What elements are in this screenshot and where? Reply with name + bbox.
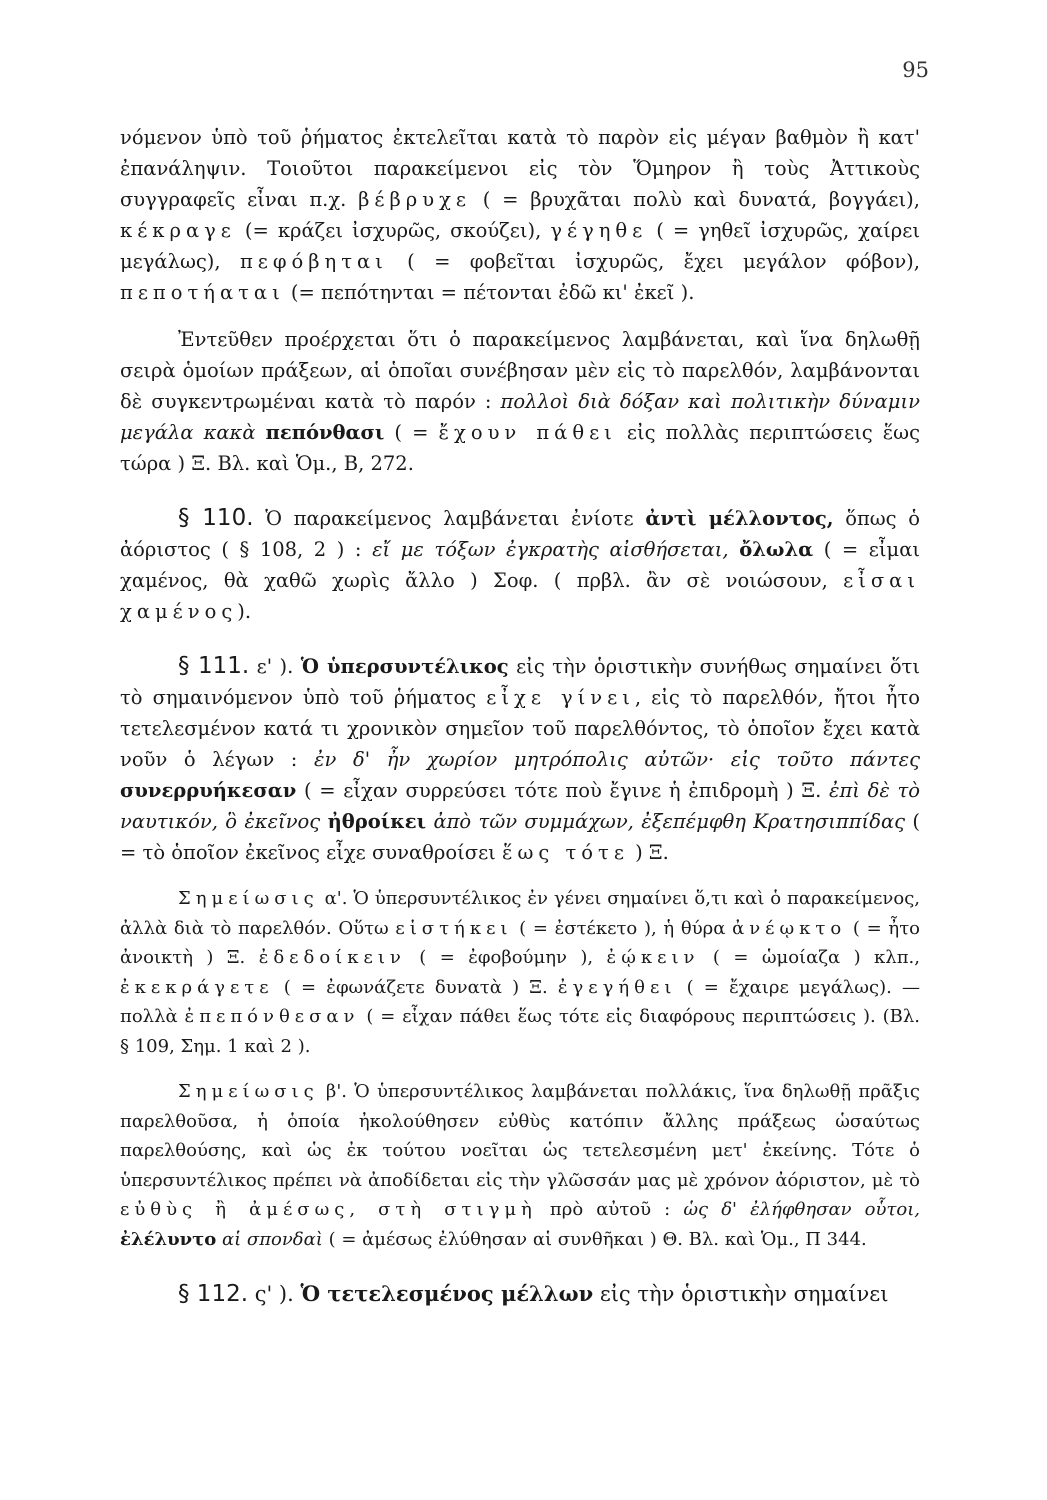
text-run-spaced: ἐπεπόνθεσαν: [184, 1006, 360, 1027]
text-run-ital: εἴ με τόξων ἐγκρατὴς αἰσθήσεται,: [372, 538, 729, 561]
text-run-bold-greek: συνερρυήκεσαν: [120, 779, 297, 802]
text-run: , εἰς τὸ παρελθόν, ἤτοι ἦτο τετελεσμένον κατά τι χρονικὸν σημεῖον τοῦ παρελθόντος, τὸ ὁποῖον ἔχει κατὰ νοῦν ὁ λέγων :: [120, 686, 920, 771]
text-run-bold-greek: ὄλωλα: [739, 538, 814, 561]
text-run-bold-greek: πεπόνθασι: [265, 421, 385, 444]
text-run: ὅπως ὁ ἀόριστος ( § 108, 2 ) :: [120, 507, 921, 561]
text-run-ital: ἐπὶ δὲ τὸ ναυτικόν, ὃ ἐκεῖνος: [120, 779, 920, 833]
text-run-ital: ἐν δ' ἦν χωρίον μητρόπολις αὐτῶν· εἰς τοῦτο πάντες: [314, 748, 920, 771]
text-run: ( = ἔχαιρε μεγάλως). — πολλὰ: [120, 976, 921, 1027]
text-run-sec-num: § 111.: [178, 653, 250, 679]
section-111: [120, 651, 920, 868]
text-run-spaced: εἶχε γίνει: [486, 686, 635, 709]
text-run: (= κράζει ἰσχυρῶς, σκούζει),: [235, 219, 551, 242]
text-run-bold-greek: ἠθροίκει: [327, 810, 427, 833]
text-run: [320, 810, 327, 833]
text-run-spaced: πεποτήαται: [120, 281, 285, 304]
text-run: Ἐντεῦθεν προέρχεται ὅτι ὁ παρακείμενος λαμβάνεται, καὶ ἵνα δηλωθῇ σειρὰ ὁμοίων πράξεων, αἱ ὁποῖαι συνέβησαν μὲν εἰς τὸ παρελθόν, λαμβάνονται δὲ συγκεντρωμέναι κατὰ τὸ παρόν :: [120, 328, 920, 413]
text-run-spaced: ἕως τότε: [502, 841, 629, 864]
note-beta: [120, 1077, 920, 1254]
text-run-sec-num: § 110.: [178, 505, 254, 531]
text-run-ital: πολλοὶ διὰ δόξαν καὶ πολιτικὴν δύναμιν μεγάλα κακὰ: [120, 390, 920, 444]
text-run: ) Ξ.: [628, 841, 669, 864]
text-run: ( = βρυχᾶται πολὺ καὶ δυνατά, βογγάει),: [471, 188, 920, 211]
text-run-sec-num: § 112.: [178, 1281, 249, 1307]
text-run: εἰς τὴν ὁριστικὴν σημαίνει: [593, 1282, 889, 1306]
text-run: ( = ἐφωνάζετε δυνατὰ ) Ξ.: [273, 976, 558, 998]
text-run-spaced: ἔχουν πάθει: [438, 421, 617, 444]
text-run: ( = ὡμοίαζα ) κλπ.,: [699, 947, 920, 968]
text-run: α'. Ὁ ὑπερσυντέλικος ἐν γένει σημαίνει ὅ,τι καὶ ὁ παρακείμενος, ἀλλὰ διὰ τὸ παρελθόν. Οὕτω: [120, 888, 920, 939]
text-run: ( = εἶμαι χαμένος, θὰ χαθῶ χωρὶς ἄλλο ) Σοφ. ( πρβλ. ἂν σὲ νοιώσουν,: [120, 538, 921, 592]
text-run-bold-greek: Ὁ ὑπερσυντέλικος: [300, 655, 509, 678]
text-run-spaced: Σημείωσις: [178, 1081, 319, 1102]
page-number: 95: [902, 58, 929, 82]
text-run: ( = εἶχαν συρρεύσει τότε ποὺ ἔγινε ἡ ἐπιδρομὴ ) Ξ.: [296, 779, 829, 802]
text-run: πρὸ αὐτοῦ :: [536, 1199, 684, 1220]
text-run-bold-greek: ἀντὶ μέλλοντος,: [645, 507, 834, 530]
note-alpha: [120, 884, 920, 1061]
text-run-spaced: Σημείωσις: [178, 888, 319, 909]
text-run-spaced: βέβρυχε: [358, 188, 472, 211]
text-run: ( = φοβεῖται ἰσχυρῶς, ἔχει μεγάλον φόβον),: [387, 250, 920, 273]
text-run-spaced: εἱστήκει: [395, 917, 513, 939]
text-run: εἰς πολλὰς περιπτώσεις ἕως τώρα ) Ξ. Βλ. καὶ Ὁμ., Β, 272.: [120, 421, 921, 475]
text-run-ital: αἱ σπονδαὶ: [221, 1228, 323, 1250]
text-run: ( =: [384, 421, 439, 444]
paragraph: [120, 122, 920, 308]
text-run-bold-greek: ἐλέλυντο: [120, 1228, 217, 1250]
text-run-spaced: ἐκεκράγετε: [120, 976, 274, 998]
text-run: ς' ).: [248, 1282, 301, 1306]
text-run: ( = ἐφοβούμην ),: [405, 947, 607, 968]
text-run-ital: ὡς δ' ἐλήφθησαν οὗτοι,: [683, 1199, 920, 1220]
text-run: [255, 421, 265, 444]
page-text: [120, 122, 920, 1310]
text-run: ( = ἀμέσως ἐλύθησαν αἱ συνθῆκαι ) Θ. Βλ. καὶ Ὁμ., Π 344.: [322, 1228, 867, 1250]
text-run: νόμενον ὑπὸ τοῦ ῥήματος ἐκτελεῖται κατὰ τὸ παρὸν εἰς μέγαν βαθμὸν ἢ κατ' ἐπανάληψιν. Τοιοῦτοι παρακείμενοι εἰς τὸν Ὅμηρον ἢ τοὺς Ἀττικοὺς συγγραφεῖς εἶναι π.χ.: [120, 126, 920, 211]
text-run: Ὁ παρακείμενος λαμβάνεται ἐνίοτε: [253, 507, 646, 530]
text-run-spaced: κέκραγε: [120, 219, 236, 242]
text-run: ( = ἐστέκετο ), ἡ θύρα: [512, 917, 733, 939]
text-run: (= πεπότηνται = πέτονται ἐδῶ κι' ἐκεῖ ).: [284, 281, 695, 304]
text-run: ( = γηθεῖ ἰσχυρῶς, χαίρει μεγάλως),: [120, 219, 920, 273]
text-run-ital: ἀπὸ τῶν συμμάχων, ἐξεπέμφθη Κρατησιππίδας: [433, 810, 906, 833]
text-run-spaced: ἀνέῳκτο: [732, 917, 847, 939]
text-run: β'. Ὁ ὑπερσυντέλικος λαμβάνεται πολλάκις, ἵνα δηλωθῇ πρᾶξις παρελθοῦσα, ἡ ὁποία ἠκολούθησεν εὐθὺς κατόπιν ἄλλης πράξεως ὡσαύτως παρελθούσης, καὶ ὡς ἐκ τούτου νοεῖται ὡς τετελεσμένη μετ' ἐκείνης. Τότε ὁ ὑπερσυντέλικος πρέπει νὰ ἀποδίδεται εἰς τὴν γλῶσσάν μας μὲ χρόνον ἀόριστον, μὲ τὸ: [120, 1081, 920, 1191]
text-run-spaced: ἐδεδοίκειν: [258, 947, 406, 968]
text-run-spaced: πεφόβηται: [239, 250, 388, 273]
text-run-spaced: εἶσαι χαμένος: [120, 569, 920, 623]
text-run: εἰς τὴν ὁριστικὴν συνήθως σημαίνει ὅτι τὸ σημαινόμενον ὑπὸ τοῦ ῥήματος: [120, 655, 920, 709]
text-run: ).: [237, 600, 252, 623]
section-110: [120, 503, 920, 627]
text-run-spaced: εὐθὺς ἢ ἀμέσως, στὴ στιγμὴ: [120, 1199, 537, 1220]
text-run-bold-greek: Ὁ τετελεσμένος μέλλων: [300, 1281, 594, 1306]
text-run: ( = ἦτο ἀνοικτὴ ) Ξ.: [120, 917, 920, 968]
text-run: ε' ).: [249, 655, 301, 678]
text-run: ( = εἶχαν πάθει ἕως τότε εἰς διαφόρους περιπτώσεις ). (Βλ. § 109, Σημ. 1 καὶ 2 ).: [120, 1006, 920, 1057]
paragraph: [120, 324, 920, 479]
text-run-spaced: ἐγεγήθει: [557, 976, 677, 998]
text-run: ( = τὸ ὁποῖον ἐκεῖνος εἶχε συναθροίσει: [120, 810, 920, 864]
text-run-spaced: γέγηθε: [550, 219, 648, 242]
text-run-spaced: ἐῴκειν: [606, 947, 700, 968]
text-run: [729, 538, 740, 561]
section-112: [120, 1278, 920, 1310]
